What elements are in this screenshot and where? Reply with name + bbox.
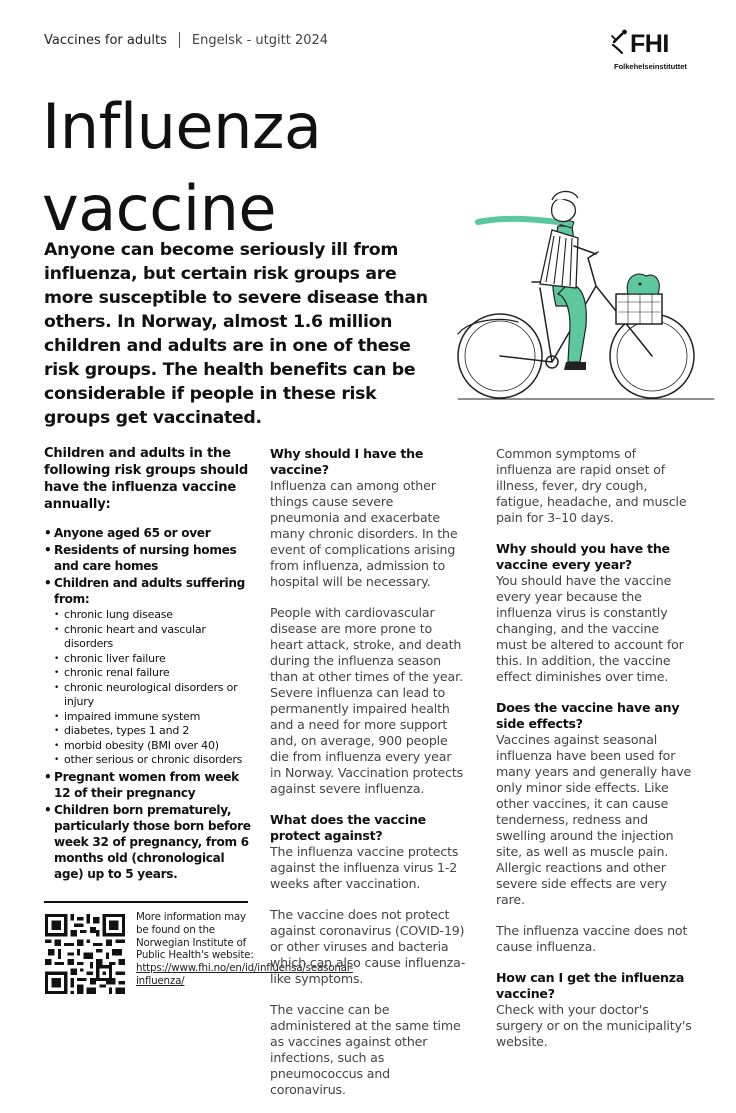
list-item: • Pregnant women from week 12 of their pregnancy [44, 769, 256, 801]
more-info-label: More information may be found on the Norwegian Institute of Public Health's website: [136, 911, 254, 962]
heading-protection: What does the vaccine protect against? [270, 812, 426, 843]
paragraph: Influenza can among other things cause severe pneumonia and exacerbate many chronic disorders. In the event of complications arising from influenza, admission to hospital will be necessary. [270, 478, 458, 589]
header-category: Vaccines for adults [44, 32, 167, 48]
list-item: • chronic neurological disorders or injury [54, 681, 256, 710]
document-header [44, 32, 328, 48]
list-item: • diabetes, types 1 and 2 [54, 724, 256, 739]
fhi-logo-mark-icon [610, 28, 630, 54]
list-item: • chronic renal failure [54, 666, 256, 681]
list-item: • morbid obesity (BMI over 40) [54, 739, 256, 754]
fhi-logo [610, 28, 700, 76]
heading-every-year: Why should you have the vaccine every year? [496, 541, 670, 572]
paragraph: You should have the vaccine every year because the influenza virus is constantly changing, and the vaccine must be altered to account for this. In addition, the vaccine effect diminishes over time. [496, 573, 684, 684]
paragraph: Vaccines against seasonal influenza have been used for many years and generally have only minor side effects. Like other vaccines, it can cause tenderness, redness and swelling around the injection site, as well as muscle pain. Allergic reactions and other severe side effects are very rare. [496, 732, 692, 907]
section-divider [44, 901, 248, 903]
paragraph: Check with your doctor's surgery or on the municipality's website. [496, 1002, 692, 1049]
list-item: • Anyone aged 65 or over [44, 525, 256, 541]
paragraph: The vaccine does not protect against coronavirus (COVID-19) or other viruses and bacteria which can also cause influenza-like symptoms. [270, 907, 466, 986]
list-item: • other serious or chronic disorders [54, 753, 256, 768]
more-info-link[interactable]: https://www.fhi.no/en/id/influensa/seasonal-influenza/ [136, 962, 353, 987]
more-info-text [136, 911, 353, 988]
paragraph: The influenza vaccine does not cause influenza. [496, 923, 688, 954]
list-item: • Children born prematurely, particularly those born before week 32 of pregnancy, from 6 months old (chronological age) up to 5 years. [44, 802, 256, 882]
heading-side-effects: Does the vaccine have any side effects? [496, 700, 680, 731]
heading-why-vaccine: Why should I have the vaccine? [270, 446, 424, 477]
header-divider [179, 32, 180, 48]
vaccine-info-column-2 [270, 446, 466, 1113]
logo-wordmark: FHI [630, 30, 669, 58]
heading-how-to-get: How can I get the influenza vaccine? [496, 970, 685, 1001]
vaccine-info-column-3 [496, 446, 692, 1065]
cyclist-illustration [448, 166, 720, 416]
risk-groups-intro: Children and adults in the following risk groups should have the influenza vaccine annually: [44, 446, 249, 512]
header-edition: Engelsk - utgitt 2024 [191, 32, 329, 48]
paragraph-symptoms: Common symptoms of influenza are rapid onset of illness, fever, dry cough, fatigue, headache, and muscle pain for 3–10 days. [496, 446, 687, 525]
risk-groups-list [44, 525, 256, 882]
page-title [42, 86, 321, 250]
lead-paragraph: Anyone can become seriously ill from influenza, but certain risk groups are more susceptible to severe disease than others. In Norway, almost 1.6 million children and adults are in one of these risk groups. The health benefits can be considerable if people in these risk groups get vaccinated. [44, 240, 428, 428]
list-item: • Residents of nursing homes and care homes [44, 542, 256, 574]
paragraph: People with cardiovascular disease are more prone to heart attack, stroke, and death during the influenza season than at other times of the year. Severe influenza can lead to permanently impaired health and a need for more support and, on average, 900 people die from influenza every year in Norway. Vaccination protects against severe influenza. [270, 605, 464, 796]
list-item: • impaired immune system [54, 710, 256, 725]
paragraph: The influenza vaccine protects against the influenza virus 1-2 weeks after vaccination. [270, 844, 459, 891]
logo-institute-name: Folkehelseinstituttet [614, 62, 687, 71]
title-line-2: vaccine [42, 172, 277, 245]
qr-code-icon[interactable] [45, 914, 125, 994]
chronic-conditions-list [54, 608, 256, 768]
title-line-1: Influenza [42, 90, 322, 163]
list-item-label: Children and adults suffering from: [54, 576, 246, 606]
list-item: • chronic liver failure [54, 652, 256, 667]
list-item: • chronic lung disease [54, 608, 256, 623]
list-item: • chronic heart and vascular disorders [54, 623, 256, 652]
paragraph: The vaccine can be administered at the same time as vaccines against other infections, such as pneumococcus and coronavirus. [270, 1002, 461, 1097]
list-item [44, 575, 256, 768]
